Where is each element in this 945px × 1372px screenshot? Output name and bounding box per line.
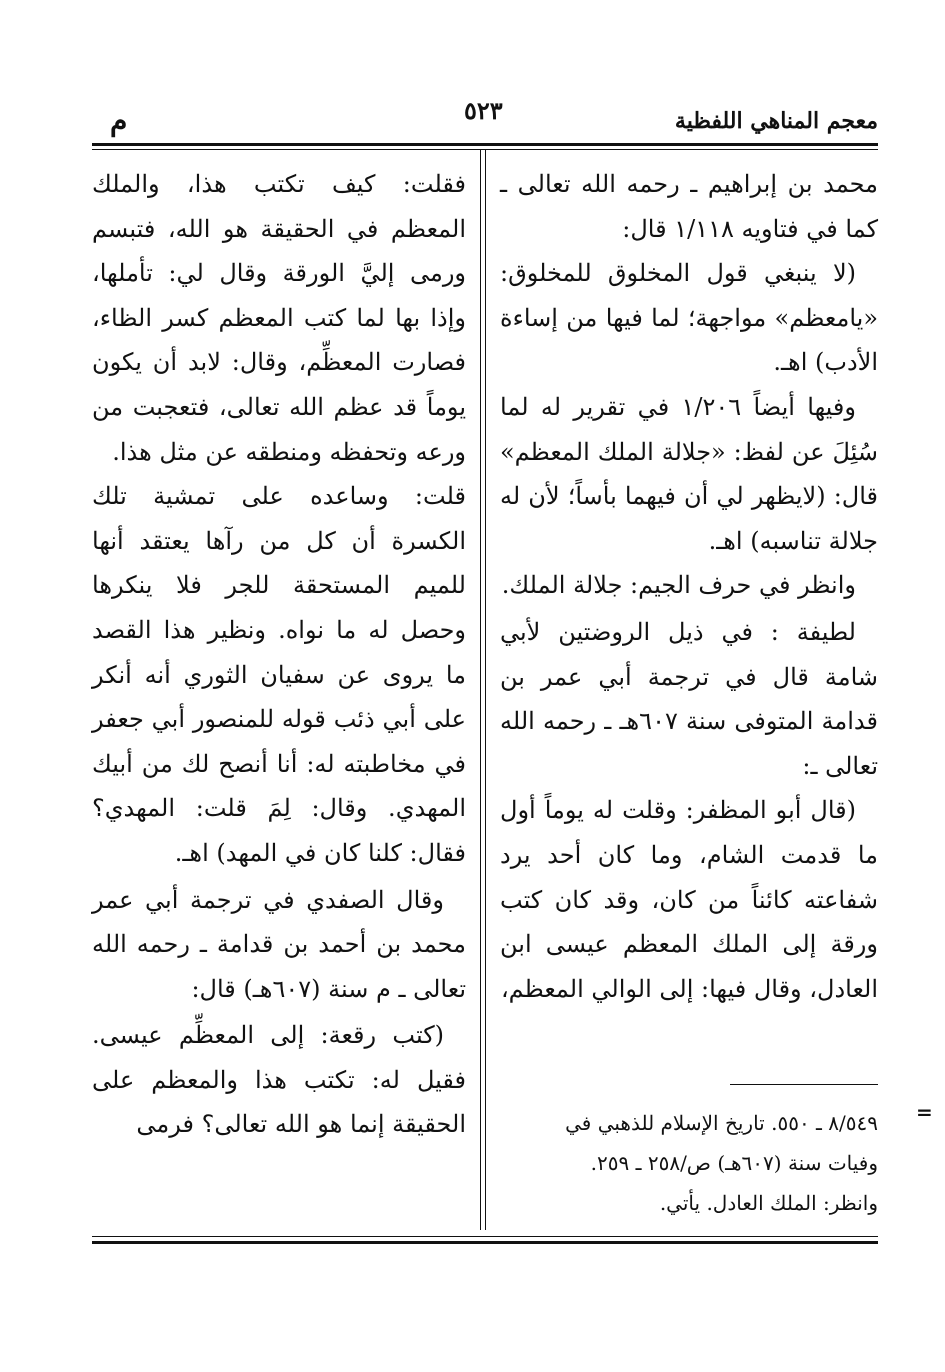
footnote-line: وانظر: الملك العادل. يأتي. <box>659 1191 878 1215</box>
paragraph: فقلت: كيف تكتب هذا، والملك المعظم في الحقيقة هو الله، فتبسم ورمى إليَّ الورقة وقال لي: تأملها، وإذا بها لما كتب المعظم كسر الظاء، فصارت المعظِّم، وقال: لابد أن يكون يوماً قد عظم الله تعالى، فتعجبت من ورعه وتحفظه ومنطقه عن مثل هذا. <box>92 170 466 466</box>
continuation-mark: = <box>916 1100 933 1124</box>
page-number: ٥٢٣ <box>464 96 503 125</box>
footnote-rule <box>730 1084 878 1085</box>
left-column <box>92 162 466 1147</box>
paragraph: محمد بن إبراهيم ـ رحمه الله تعالى ـ كما في فتاويه ١/١١٨ قال: <box>500 170 878 243</box>
footnote-line: وفيات سنة (٦٠٧هـ) ص/٢٥٨ ـ ٢٥٩. <box>590 1151 878 1175</box>
footer-rule-thick <box>92 1241 878 1244</box>
paragraph: وقال الصفدي في ترجمة أبي عمر محمد بن أحمد بن قدامة ـ رحمه الله تعالى ـ م سنة (٦٠٧هـ) قال: <box>92 885 466 1003</box>
footnote-line: ٨/٥٤٩ ـ ٥٥٠. تاريخ الإسلام للذهبي في <box>565 1111 878 1135</box>
header-rule-thick <box>92 143 878 146</box>
paragraph: (قال أبو المظفر: وقلت له يوماً أول ما قدمت الشام، وما كان أحد يرد شفاعته كائناً من كان، وقد كان كتب ورقة إلى الملك المعظم عيسى ابن العادل، وقال فيها: إلى الوالي المعظم، <box>500 796 878 1003</box>
section-letter: م <box>110 104 128 137</box>
running-title: معجم المناهي اللفظية <box>674 108 878 134</box>
paragraph: قلت: وساعده على تمشية تلك الكسرة أن كل من رآها يعتقد أنها للميم المستحقة للجر فلا ينكرها وحصل له ما نواه. ونظير هذا القصد ما يروى عن سفيان الثوري أنه أنكر على أبي ذئب قوله للمنصور أبي جعفر في مخاطبته له: أنا أنصح لك من أبيك المهدي. وقال: لِمَ قلت: المهدي؟ فقال: كلنا كان في المهد) اهـ. <box>92 482 466 867</box>
right-column <box>500 162 878 1011</box>
column-divider <box>480 150 486 1230</box>
page-header <box>92 92 878 138</box>
paragraph: وانظر في حرف الجيم: جلالة الملك. <box>501 571 856 600</box>
paragraph: (كتب رقعة: إلى المعظِّم عيسى. فقيل له: تكتب هذا والمعظم على الحقيقة إنما هو الله تعالى؟ فرمى <box>92 1021 466 1139</box>
footer-rule-thin <box>92 1236 878 1237</box>
paragraph: (لا ينبغي قول المخلوق للمخلوق: «يامعظم» مواجهة؛ لما فيها من إساءة الأدب) اهـ. <box>500 259 878 377</box>
paragraph: لطيفة : في ذيل الروضتين لأبي شامة قال في ترجمة أبي عمر بن قدامة المتوفى سنة ٦٠٧هـ ـ رحمه الله تعالى ـ: <box>500 617 878 780</box>
footnotes <box>500 1103 878 1223</box>
paragraph: وفيها أيضاً ١/٢٠٦ في تقرير له لما سُئِلَ عن لفظ: «جلالة الملك المعظم» قال: (لايظهر لي أن فيهما بأساً؛ لأن له جلالة تناسبه) اهـ. <box>500 392 878 555</box>
